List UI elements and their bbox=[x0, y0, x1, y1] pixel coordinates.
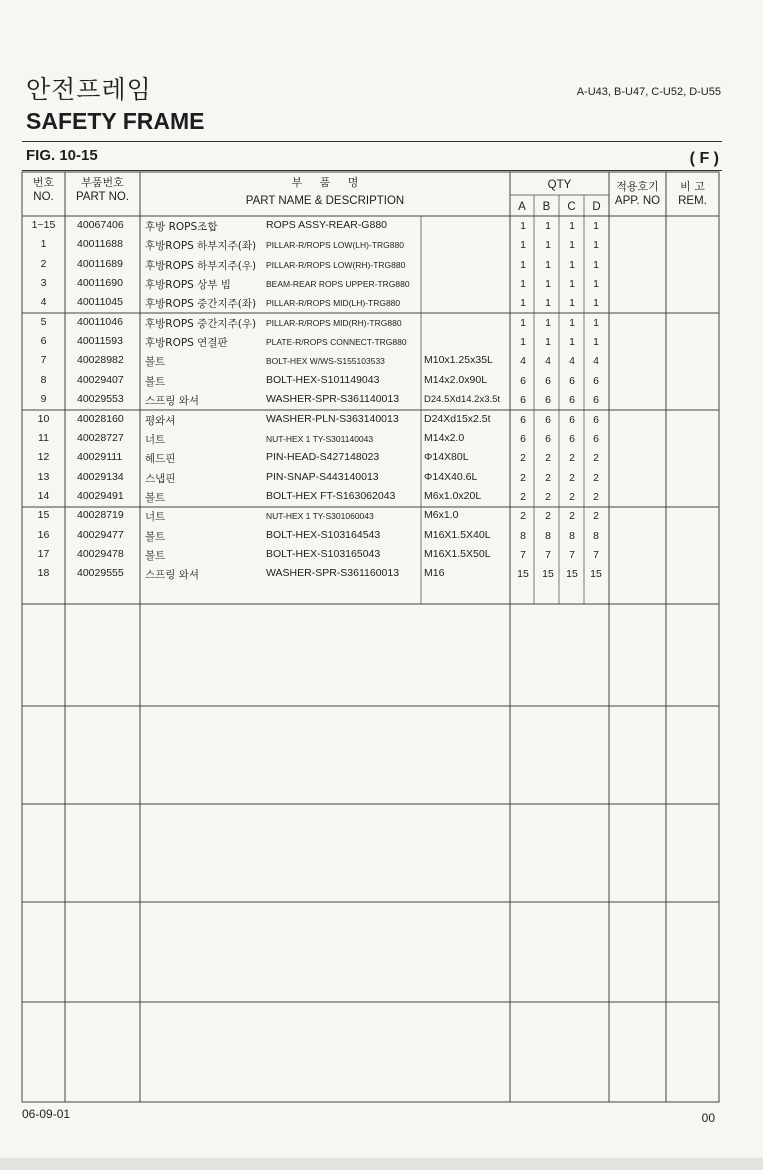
row-qty-d: 1 bbox=[593, 220, 599, 232]
row-spec: M10x1.25x35L bbox=[424, 354, 493, 367]
model-list: A-U43, B-U47, C-U52, D-U55 bbox=[576, 86, 721, 98]
row-qty-a: 2 bbox=[520, 471, 526, 484]
row-number: 12 bbox=[37, 451, 50, 464]
row-qty-b: 7 bbox=[545, 548, 551, 561]
row-qty-a: 1 bbox=[520, 258, 526, 271]
row-qty-c: 2 bbox=[569, 471, 575, 484]
row-number: 5 bbox=[40, 315, 47, 328]
row-qty-b: 6 bbox=[545, 374, 551, 387]
row-qty-d: 4 bbox=[593, 355, 599, 368]
row-number: 16 bbox=[37, 528, 50, 541]
row-number: 17 bbox=[37, 547, 50, 560]
header-rem-korean: 비 고 bbox=[680, 180, 705, 193]
row-qty-b: 1 bbox=[545, 297, 551, 310]
row-part-number: 40029553 bbox=[77, 393, 124, 406]
header-qty-d: D bbox=[592, 201, 601, 213]
table-row bbox=[22, 313, 610, 332]
table-row bbox=[22, 235, 610, 254]
row-qty-c: 1 bbox=[569, 336, 575, 349]
row-name-korean: 헤드핀 bbox=[145, 453, 176, 466]
row-number: 11 bbox=[38, 431, 49, 444]
row-qty-b: 2 bbox=[545, 490, 551, 503]
row-part-number: 40029134 bbox=[77, 470, 124, 483]
row-qty-d: 6 bbox=[593, 394, 599, 407]
row-qty-b: 2 bbox=[545, 471, 551, 484]
row-qty-d: 1 bbox=[593, 258, 599, 271]
row-qty-d: 8 bbox=[593, 529, 599, 542]
row-name-korean: 후방 ROPS조합 bbox=[145, 221, 218, 233]
row-name-english: PIN-SNAP-S443140013 bbox=[266, 470, 379, 483]
table-row bbox=[22, 468, 610, 487]
table-row bbox=[22, 371, 610, 390]
row-spec: M16 bbox=[424, 567, 445, 580]
row-part-number: 40011593 bbox=[77, 335, 123, 348]
row-qty-c: 2 bbox=[569, 490, 575, 503]
row-qty-d: 7 bbox=[593, 548, 599, 561]
row-name-korean: 너트 bbox=[145, 433, 166, 446]
row-number: 1 bbox=[40, 238, 47, 251]
row-part-number: 40067406 bbox=[77, 219, 124, 231]
row-name-english: BOLT-HEX-S101149043 bbox=[266, 373, 380, 386]
row-qty-c: 7 bbox=[569, 548, 575, 561]
table-row bbox=[22, 506, 610, 525]
row-number: 7 bbox=[40, 354, 47, 367]
row-name-korean: 후방ROPS 하부지주(좌) bbox=[145, 240, 257, 253]
row-part-number: 40028727 bbox=[77, 431, 124, 444]
row-spec: M16X1.5X50L bbox=[424, 547, 491, 560]
header-no bbox=[22, 176, 65, 204]
header-qty-b: B bbox=[542, 201, 551, 213]
row-qty-d: 6 bbox=[593, 374, 599, 387]
row-qty-b: 8 bbox=[545, 529, 551, 542]
row-qty-d: 1 bbox=[593, 316, 599, 329]
row-part-number: 40029555 bbox=[77, 567, 124, 580]
row-name-korean: 볼트 bbox=[145, 530, 166, 543]
row-name-english: BOLT-HEX-S103165043 bbox=[266, 547, 381, 560]
row-qty-a: 6 bbox=[520, 374, 526, 387]
row-part-number: 40011689 bbox=[77, 257, 123, 270]
row-spec: M6x1.0 bbox=[424, 509, 459, 522]
row-qty-c: 8 bbox=[569, 529, 575, 542]
row-qty-b: 1 bbox=[545, 239, 551, 252]
header-remarks bbox=[666, 180, 719, 208]
table-row bbox=[22, 332, 610, 351]
row-name-english: BEAM-REAR ROPS UPPER-TRG880 bbox=[266, 279, 410, 290]
row-qty-a: 7 bbox=[520, 548, 526, 561]
row-qty-a: 4 bbox=[520, 355, 526, 368]
header-app-no bbox=[609, 180, 666, 208]
row-spec: D24.5Xd14.2x3.5t bbox=[424, 394, 501, 406]
row-qty-d: 15 bbox=[590, 568, 602, 581]
row-name-english: BOLT-HEX-S103164543 bbox=[266, 528, 381, 541]
header-qty: QTY bbox=[547, 179, 572, 191]
table-row bbox=[22, 564, 610, 583]
row-qty-b: 1 bbox=[545, 258, 551, 271]
row-number: 9 bbox=[40, 393, 47, 406]
row-number: 18 bbox=[37, 567, 50, 580]
row-qty-b: 6 bbox=[545, 394, 551, 407]
row-spec: M16X1.5X40L bbox=[424, 528, 491, 541]
row-qty-b: 6 bbox=[545, 432, 551, 445]
header-part-korean: 부품번호 bbox=[81, 176, 124, 189]
row-qty-b: 1 bbox=[545, 220, 551, 232]
row-name-english: BOLT-HEX FT-S163062043 bbox=[266, 489, 396, 502]
row-spec: M6x1.0x20L bbox=[424, 489, 482, 502]
row-qty-a: 2 bbox=[520, 510, 526, 523]
row-name-english: NUT-HEX 1 TY-S301140043 bbox=[266, 433, 374, 444]
row-name-english: PILLAR-R/ROPS LOW(LH)-TRG880 bbox=[266, 240, 404, 251]
row-qty-a: 1 bbox=[520, 297, 526, 310]
row-number: 15 bbox=[37, 509, 50, 522]
row-qty-a: 1 bbox=[520, 316, 526, 329]
header-part-english: PART NO. bbox=[75, 191, 130, 203]
row-qty-d: 1 bbox=[593, 278, 599, 291]
row-number: 13 bbox=[37, 470, 50, 483]
row-spec: M14x2.0x90L bbox=[424, 373, 488, 386]
header-no-korean: 번호 bbox=[32, 176, 55, 189]
row-name-english: PILLAR-R/ROPS LOW(RH)-TRG880 bbox=[266, 259, 406, 270]
row-qty-d: 1 bbox=[593, 239, 599, 252]
row-part-number: 40029407 bbox=[77, 373, 124, 386]
row-name-english: WASHER-SPR-S361140013 bbox=[266, 393, 400, 406]
row-qty-a: 1 bbox=[520, 220, 526, 232]
row-number: 4 bbox=[40, 296, 47, 309]
row-qty-a: 6 bbox=[520, 394, 526, 407]
header-app-korean: 적용호기 bbox=[616, 180, 659, 193]
row-qty-d: 1 bbox=[593, 297, 599, 310]
table-row bbox=[22, 545, 610, 564]
row-part-number: 40029477 bbox=[77, 528, 124, 541]
row-part-number: 40028719 bbox=[77, 509, 124, 522]
row-name-korean: 후방ROPS 하부지주(우) bbox=[145, 259, 257, 272]
row-part-number: 40028160 bbox=[77, 412, 124, 425]
row-qty-c: 2 bbox=[569, 510, 575, 523]
page-title-english: SAFETY FRAME bbox=[26, 108, 205, 134]
table-row bbox=[22, 390, 610, 409]
table-row bbox=[22, 255, 610, 274]
row-qty-b: 1 bbox=[545, 316, 551, 329]
row-qty-c: 1 bbox=[569, 316, 575, 329]
row-qty-b: 1 bbox=[545, 336, 551, 349]
row-name-english: PILLAR-R/ROPS MID(LH)-TRG880 bbox=[266, 298, 401, 309]
row-part-number: 40029111 bbox=[77, 451, 123, 464]
row-name-english: PIN-HEAD-S427148023 bbox=[266, 451, 380, 464]
row-qty-d: 2 bbox=[593, 510, 599, 523]
table-row bbox=[22, 274, 610, 293]
row-qty-a: 2 bbox=[520, 490, 526, 503]
table-row bbox=[22, 293, 610, 312]
row-name-korean: 스냅핀 bbox=[145, 472, 176, 485]
row-part-number: 40029491 bbox=[77, 489, 124, 502]
row-qty-a: 6 bbox=[520, 432, 526, 445]
row-number: 1~15 bbox=[31, 219, 56, 231]
row-qty-d: 6 bbox=[593, 432, 599, 445]
row-name-korean: 볼트 bbox=[145, 356, 166, 369]
row-number: 2 bbox=[40, 257, 47, 270]
row-qty-c: 1 bbox=[569, 239, 575, 252]
table-row bbox=[22, 410, 610, 429]
row-name-korean: 볼트 bbox=[145, 491, 166, 504]
header-name-english: PART NAME & DESCRIPTION bbox=[245, 195, 405, 207]
row-spec: Φ14X80L bbox=[424, 451, 469, 464]
row-name-english: ROPS ASSY-REAR-G880 bbox=[266, 219, 387, 231]
row-name-korean: 스프링 와셔 bbox=[145, 569, 200, 582]
footer-page-number: 00 bbox=[701, 1111, 715, 1125]
row-number: 14 bbox=[37, 489, 50, 502]
table-row bbox=[22, 487, 610, 506]
row-name-english: PLATE-R/ROPS CONNECT-TRG880 bbox=[266, 337, 407, 348]
row-qty-d: 2 bbox=[593, 452, 599, 465]
figure-number: FIG. 10-15 bbox=[26, 147, 98, 164]
page-title-korean: 안전프레임 bbox=[26, 75, 152, 104]
table-row bbox=[22, 448, 610, 467]
row-qty-c: 1 bbox=[569, 220, 575, 232]
row-qty-c: 6 bbox=[569, 413, 575, 426]
row-name-korean: 볼트 bbox=[145, 375, 166, 388]
row-qty-c: 1 bbox=[569, 278, 575, 291]
row-part-number: 40011688 bbox=[77, 238, 123, 251]
row-qty-c: 6 bbox=[569, 374, 575, 387]
row-name-korean: 너트 bbox=[145, 511, 166, 524]
row-qty-a: 1 bbox=[520, 336, 526, 349]
row-qty-b: 2 bbox=[545, 452, 551, 465]
row-qty-b: 6 bbox=[545, 413, 551, 426]
row-part-number: 40011046 bbox=[77, 315, 123, 328]
row-name-english: BOLT-HEX W/WS-S155103533 bbox=[266, 356, 385, 367]
row-qty-b: 4 bbox=[545, 355, 551, 368]
table-row bbox=[22, 526, 610, 545]
table-row bbox=[22, 429, 610, 448]
header-part-no bbox=[65, 176, 140, 204]
row-qty-a: 6 bbox=[520, 413, 526, 426]
header-no-english: NO. bbox=[33, 191, 54, 203]
row-name-english: PILLAR-R/ROPS MID(RH)-TRG880 bbox=[266, 317, 402, 328]
row-name-korean: 후방ROPS 상부 빔 bbox=[145, 279, 231, 292]
row-name-english: WASHER-PLN-S363140013 bbox=[266, 412, 399, 425]
table-row bbox=[22, 216, 610, 235]
row-qty-a: 1 bbox=[520, 278, 526, 291]
header-rem-english: REM. bbox=[678, 195, 707, 207]
header-qty-a: A bbox=[518, 201, 526, 213]
row-qty-a: 15 bbox=[517, 568, 529, 581]
row-qty-a: 8 bbox=[520, 529, 526, 542]
figure-code: ( F ) bbox=[689, 150, 719, 167]
row-name-english: WASHER-SPR-S361160013 bbox=[266, 567, 400, 580]
row-part-number: 40011690 bbox=[77, 277, 123, 290]
row-qty-c: 2 bbox=[569, 452, 575, 465]
row-number: 6 bbox=[40, 335, 47, 348]
row-qty-b: 1 bbox=[545, 278, 551, 291]
row-qty-d: 2 bbox=[593, 471, 599, 484]
table-row bbox=[22, 351, 610, 370]
row-qty-c: 6 bbox=[569, 432, 575, 445]
row-number: 3 bbox=[40, 277, 47, 290]
row-name-korean: 평와셔 bbox=[145, 414, 176, 427]
row-qty-c: 6 bbox=[569, 394, 575, 407]
row-name-korean: 볼트 bbox=[145, 549, 166, 562]
row-name-english: NUT-HEX 1 TY-S301060043 bbox=[266, 511, 374, 522]
row-qty-d: 1 bbox=[593, 336, 599, 349]
row-part-number: 40011045 bbox=[77, 296, 123, 309]
row-qty-b: 15 bbox=[542, 568, 554, 581]
row-qty-c: 1 bbox=[569, 258, 575, 271]
header-app-english: APP. NO bbox=[614, 195, 661, 207]
row-qty-d: 2 bbox=[593, 490, 599, 503]
row-qty-c: 15 bbox=[566, 568, 578, 581]
row-qty-c: 1 bbox=[569, 297, 575, 310]
header-name-korean: 부 품 명 bbox=[291, 176, 359, 189]
header-qty-c: C bbox=[567, 201, 576, 213]
footer-date: 06-09-01 bbox=[22, 1107, 71, 1121]
row-spec: M14x2.0 bbox=[424, 431, 465, 444]
header-part-name bbox=[140, 176, 510, 208]
row-qty-c: 4 bbox=[569, 355, 575, 368]
row-number: 8 bbox=[40, 373, 47, 386]
row-name-korean: 후방ROPS 연결판 bbox=[145, 337, 228, 350]
row-spec: Φ14X40.6L bbox=[424, 470, 478, 483]
row-qty-b: 2 bbox=[545, 510, 551, 523]
row-number: 10 bbox=[37, 412, 50, 425]
row-qty-d: 6 bbox=[593, 413, 599, 426]
row-name-korean: 후방ROPS 중간지주(우) bbox=[145, 317, 257, 330]
row-part-number: 40029478 bbox=[77, 547, 124, 560]
row-name-korean: 스프링 와셔 bbox=[145, 395, 200, 408]
row-spec: D24Xd15x2.5t bbox=[424, 412, 491, 425]
row-qty-a: 1 bbox=[520, 239, 526, 252]
row-name-korean: 후방ROPS 중간지주(좌) bbox=[145, 298, 257, 311]
row-qty-a: 2 bbox=[520, 452, 526, 465]
row-part-number: 40028982 bbox=[77, 354, 124, 367]
